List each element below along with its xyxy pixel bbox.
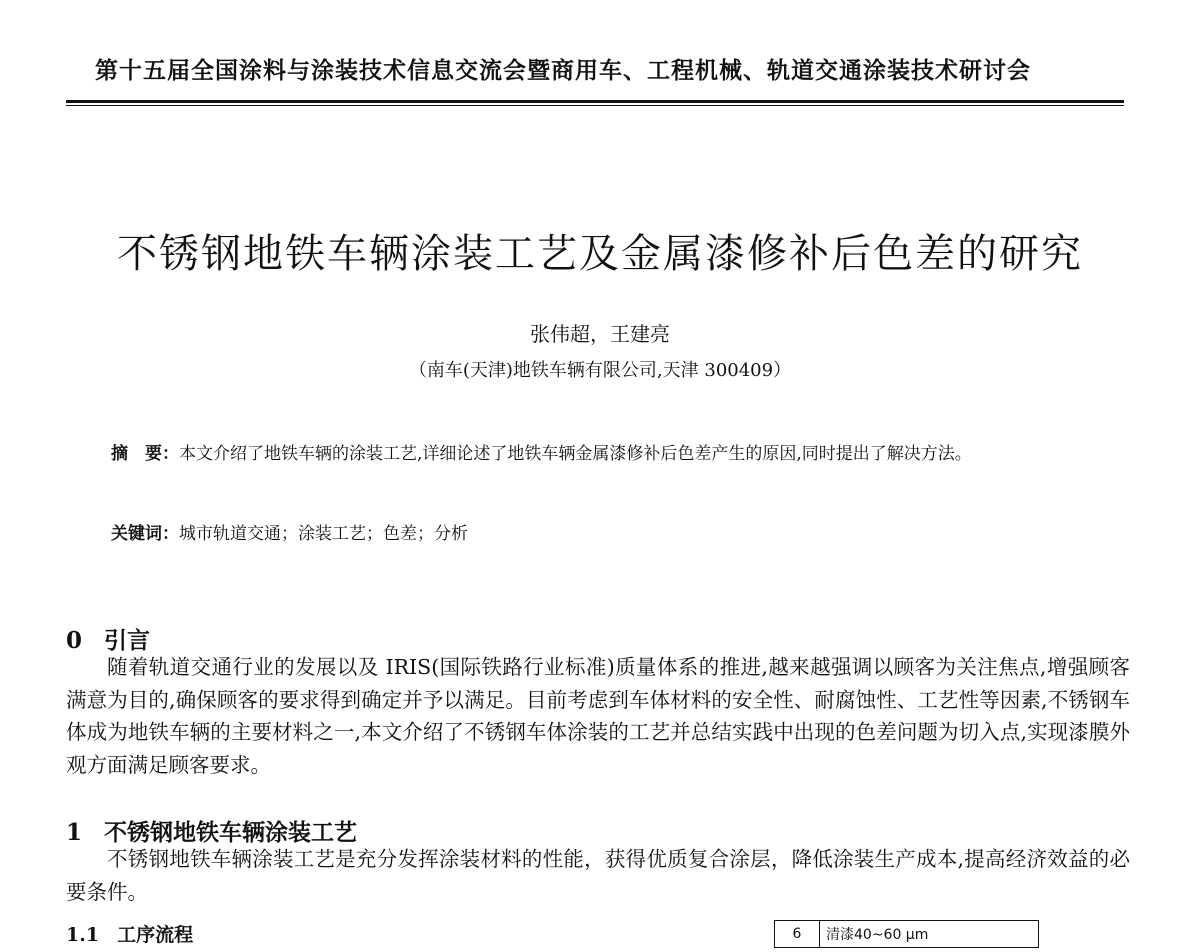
abstract-text: 本文介绍了地铁车辆的涂装工艺,详细论述了地铁车辆金属漆修补后色差产生的原因,同时提出了解决方法。 [179, 444, 972, 464]
abstract-label: 摘 要： [111, 444, 179, 464]
header-rule-thin [66, 105, 1124, 106]
process-table-fragment [774, 920, 1039, 948]
paper-authors: 张伟超，王建亮 [530, 322, 670, 346]
header-rule-thick [66, 100, 1124, 103]
paper-title: 不锈钢地铁车辆涂装工艺及金属漆修补后色差的研究 [117, 231, 1083, 277]
section-paragraph-process: 不锈钢地铁车辆涂装工艺是充分发挥涂装材料的性能，获得优质复合涂层，降低涂装生产成本,提高经济效益的必要条件。 [66, 847, 1130, 904]
keywords [111, 519, 468, 544]
subsection-title: 工序流程 [117, 924, 194, 946]
section-number: 0 [66, 627, 83, 654]
keywords-text: 城市轨道交通；涂装工艺；色差；分析 [179, 524, 468, 544]
conference-header: 第十五届全国涂料与涂装技术信息交流会暨商用车、工程机械、轨道交通涂装技术研讨会 [95, 57, 1031, 84]
section-title: 不锈钢地铁车辆涂装工艺 [104, 820, 358, 846]
table-cell-content: 清漆40~60 μm [820, 921, 1039, 948]
table-row [775, 921, 1039, 948]
table-cell-step: 6 [775, 921, 820, 948]
subsection-number: 1.1 [66, 924, 100, 946]
abstract [111, 436, 1111, 472]
keywords-label: 关键词： [111, 524, 179, 544]
section-number: 1 [66, 819, 83, 846]
section-paragraph-intro: 随着轨道交通行业的发展以及 IRIS(国际铁路行业标准)质量体系的推进,越来越强调以顾客为关注焦点,增强顾客满意为目的,确保顾客的要求得到确定并予以满足。目前考虑到车体材料的安全性、耐腐蚀性、工艺性等因素,不锈钢车体成为地铁车辆的主要材料之一,本文介绍了不锈钢车体涂装的工艺并总结实践中出现的色差问题为切入点,实现漆膜外观方面满足顾客要求。 [66, 655, 1130, 777]
paper-affiliation: （南车(天津)地铁车辆有限公司,天津 300409） [408, 360, 792, 381]
section-title: 引言 [104, 628, 151, 654]
subsection-heading-workflow [66, 920, 193, 947]
